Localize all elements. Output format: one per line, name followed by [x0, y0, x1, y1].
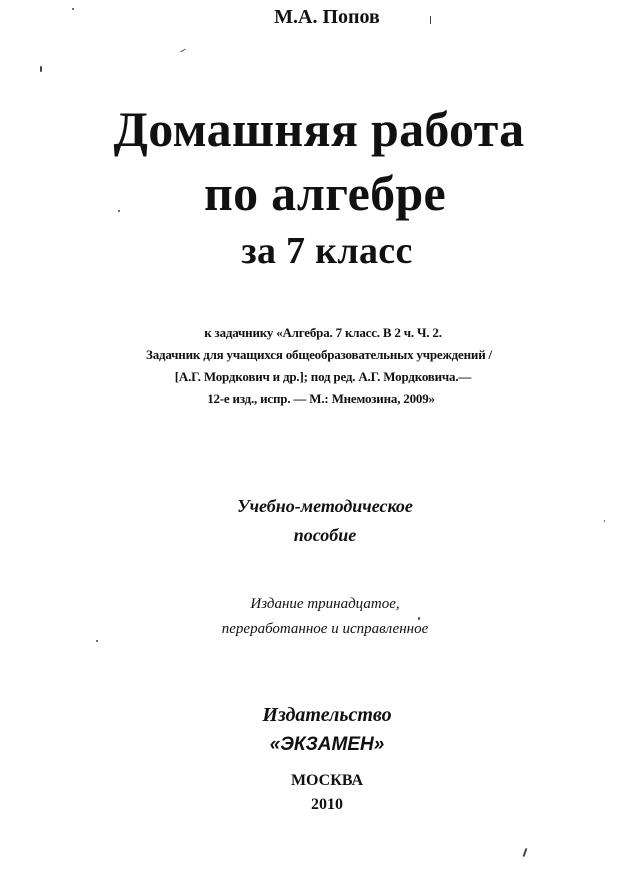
scan-speck [72, 8, 74, 10]
title-line-2: по алгебре [203, 165, 447, 221]
author-name: М.А. Попов [274, 6, 380, 28]
reference-line-2: Задачник для учащихся общеобразовательных учреждений / [146, 347, 492, 362]
edition-line-2: переработанное и исправленное [221, 621, 429, 637]
scan-speck [180, 49, 186, 53]
title-line-3: за 7 класс [241, 230, 413, 272]
reference-line-4: 12-е изд., испр. — М.: Мнемозина, 2009» [207, 391, 435, 406]
scan-speck [118, 210, 120, 212]
scan-speck [96, 640, 98, 642]
publisher-name: «ЭКЗАМЕН» [269, 734, 385, 755]
reference-line-1: к задачнику «Алгебра. 7 класс. В 2 ч. Ч. 2. [204, 325, 442, 340]
scan-speck [523, 848, 528, 857]
publication-year: 2010 [311, 796, 343, 813]
scan-speck [40, 66, 42, 72]
title-line-1: Домашняя работа [113, 101, 525, 157]
publisher-label: Издательство [262, 704, 392, 726]
reference-line-3: [А.Г. Мордкович и др.]; под ред. А.Г. Мордковича.— [174, 369, 472, 384]
scan-speck [604, 520, 605, 522]
scan-speck [430, 16, 431, 24]
publication-city: МОСКВА [290, 772, 364, 789]
edition-line-1: Издание тринадцатое, [250, 596, 400, 612]
scan-speck [418, 617, 420, 620]
publication-type-line-2: пособие [293, 525, 357, 545]
publication-type-line-1: Учебно-методическое [237, 496, 413, 516]
